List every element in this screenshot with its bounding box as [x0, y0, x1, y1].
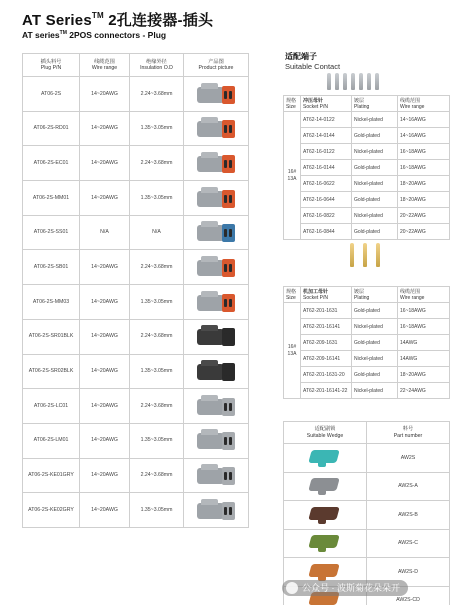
- size-cell: 16# 13A: [284, 303, 301, 399]
- wedge-image: [308, 503, 342, 525]
- machined-contacts-image: [350, 243, 384, 269]
- watermark-text: 公众号 · 波斯菊花朵朵开: [302, 583, 400, 593]
- plating: Nickel-plated: [352, 351, 398, 367]
- insulation-od: 1.35~3.05mm: [130, 111, 184, 146]
- machined-contact-table: [283, 286, 450, 399]
- plating: Nickel-plated: [352, 112, 398, 128]
- connector-plug-image: [195, 426, 237, 452]
- plating: Gold-plated: [352, 224, 398, 240]
- plating: Nickel-plated: [352, 383, 398, 399]
- trademark: TM: [91, 11, 104, 20]
- socket-pn: AT62-16-0644: [301, 192, 352, 208]
- table-row: [23, 181, 249, 216]
- header-insulation-od: 绝缘外径 Insulation O.D: [130, 54, 184, 77]
- table-row: [284, 367, 450, 383]
- wechat-icon: [286, 582, 298, 594]
- wire-range: N/A: [80, 215, 130, 250]
- wire-range: 16~18AWG: [398, 160, 450, 176]
- wire-range: 14AWG: [398, 351, 450, 367]
- insulation-od: N/A: [130, 215, 184, 250]
- plating: Nickel-plated: [352, 208, 398, 224]
- header-wire-range: 线缆范围 Wire range: [80, 54, 130, 77]
- product-picture: [184, 423, 249, 458]
- table-row: [23, 389, 249, 424]
- table-row: [23, 215, 249, 250]
- table-row: [284, 319, 450, 335]
- connector-plug-image: [195, 392, 237, 418]
- wedge-image-cell: [284, 444, 367, 473]
- page-subtitle: AT series™ 2POS connectors - Plug: [22, 30, 167, 40]
- insulation-od: 2.24~3.68mm: [130, 77, 184, 112]
- table-row: [284, 335, 450, 351]
- wire-range: 16~18AWG: [398, 144, 450, 160]
- plating: Nickel-plated: [352, 144, 398, 160]
- wire-range: 14~16AWG: [398, 112, 450, 128]
- stamped-contact-table: [283, 95, 450, 240]
- wire-range: 14~20AWG: [80, 146, 130, 181]
- header-socket-pn: 机加工母针 Socket P/N: [301, 287, 352, 303]
- product-picture: [184, 319, 249, 354]
- wedge-part-number: AW2S-B: [367, 501, 450, 530]
- wedge-image-cell: [284, 501, 367, 530]
- table-row: [284, 501, 450, 530]
- wire-range: 14~20AWG: [80, 493, 130, 528]
- table-row: [284, 444, 450, 473]
- insulation-od: 1.35~3.05mm: [130, 354, 184, 389]
- connector-plug-image: [195, 114, 237, 140]
- wire-range: 18~20AWG: [398, 367, 450, 383]
- plug-pn: AT06-2S-KE02GRY: [23, 493, 80, 528]
- wire-range: 16~18AWG: [398, 303, 450, 319]
- plug-pn: AT06-2S-MM01: [23, 181, 80, 216]
- header-socket-pn: 冲压母针 Socket P/N: [301, 96, 352, 112]
- header-size: 规格 Size: [284, 96, 301, 112]
- plating: Gold-plated: [352, 335, 398, 351]
- table-row: [23, 354, 249, 389]
- socket-pn: AT62-201-1631-20: [301, 367, 352, 383]
- header-plug-pn: 插头料号 Plug P/N: [23, 54, 80, 77]
- plating: Gold-plated: [352, 367, 398, 383]
- product-picture: [184, 250, 249, 285]
- wire-range: 18~20AWG: [398, 192, 450, 208]
- header-suitable-wedge: 适配副锁 Suitable Wedge: [284, 422, 367, 444]
- wire-range: 14~20AWG: [80, 77, 130, 112]
- header-size: 规格 Size: [284, 287, 301, 303]
- table-row: [284, 472, 450, 501]
- wire-range: 14~20AWG: [80, 354, 130, 389]
- connector-plug-image: [195, 288, 237, 314]
- table-row: [23, 493, 249, 528]
- socket-pn: AT62-201-16141: [301, 319, 352, 335]
- plug-pn: AT06-2S-LC01: [23, 389, 80, 424]
- wire-range: 18~20AWG: [398, 176, 450, 192]
- size-cell: 16# 13A: [284, 112, 301, 240]
- table-row: [23, 77, 249, 112]
- table-row: [284, 160, 450, 176]
- connector-plug-image: [195, 357, 237, 383]
- socket-pn: AT62-201-16141-22: [301, 383, 352, 399]
- wedge-table: [283, 421, 450, 605]
- product-picture: [184, 354, 249, 389]
- wire-range: 14AWG: [398, 335, 450, 351]
- insulation-od: 2.24~3.68mm: [130, 389, 184, 424]
- contact-title-cn: 适配端子: [285, 52, 317, 61]
- header-plating: 镀层 Plating: [352, 96, 398, 112]
- table-row: [284, 208, 450, 224]
- socket-pn: AT62-201-1631: [301, 303, 352, 319]
- wire-range: 14~20AWG: [80, 285, 130, 320]
- wire-range: 14~20AWG: [80, 389, 130, 424]
- product-picture: [184, 215, 249, 250]
- product-picture: [184, 146, 249, 181]
- socket-pn: AT62-14-0122: [301, 112, 352, 128]
- wire-range: 22~24AWG: [398, 383, 450, 399]
- page-title-cn: 2孔连接器-插头: [108, 12, 214, 29]
- wedge-image: [308, 531, 342, 553]
- contact-title-en: Suitable Contact: [285, 62, 341, 71]
- product-picture: [184, 181, 249, 216]
- socket-pn: AT62-209-1631: [301, 335, 352, 351]
- connector-plug-image: [195, 322, 237, 348]
- plating: Nickel-plated: [352, 176, 398, 192]
- table-row: [284, 529, 450, 558]
- wedge-image: [308, 446, 342, 468]
- header-product-picture: 产品图 Product picture: [184, 54, 249, 77]
- wire-range: 20~22AWG: [398, 208, 450, 224]
- socket-pn: AT62-16-0144: [301, 160, 352, 176]
- table-row: [284, 303, 450, 319]
- table-row: [284, 112, 450, 128]
- wire-range: 20~22AWG: [398, 224, 450, 240]
- socket-pn: AT62-16-0822: [301, 208, 352, 224]
- plating: Gold-plated: [352, 192, 398, 208]
- table-row: [284, 128, 450, 144]
- table-row: [23, 458, 249, 493]
- wire-range: 14~20AWG: [80, 250, 130, 285]
- table-row: [284, 176, 450, 192]
- socket-pn: AT62-16-0622: [301, 176, 352, 192]
- insulation-od: 2.24~3.68mm: [130, 458, 184, 493]
- page-title: [22, 9, 213, 30]
- socket-pn: AT62-209-16141: [301, 351, 352, 367]
- wire-range: 14~20AWG: [80, 111, 130, 146]
- connector-plug-image: [195, 149, 237, 175]
- product-picture: [184, 389, 249, 424]
- wire-range: 14~20AWG: [80, 181, 130, 216]
- connector-plug-image: [195, 496, 237, 522]
- header-plating: 镀层 Plating: [352, 287, 398, 303]
- header-wire-range: 线缆范围 Wire range: [398, 96, 450, 112]
- wire-range: 14~16AWG: [398, 128, 450, 144]
- table-row: [284, 192, 450, 208]
- wedge-image-cell: [284, 529, 367, 558]
- wedge-part-number: AW2S: [367, 444, 450, 473]
- connector-plug-image: [195, 184, 237, 210]
- wedge-part-number: AW2S-CD: [367, 586, 450, 605]
- plug-pn: AT06-2S: [23, 77, 80, 112]
- insulation-od: 2.24~3.68mm: [130, 250, 184, 285]
- connector-plug-image: [195, 253, 237, 279]
- plating: Gold-plated: [352, 128, 398, 144]
- connector-plug-image: [195, 461, 237, 487]
- plug-pn: AT06-2S-SB01: [23, 250, 80, 285]
- connector-plug-image: [195, 218, 237, 244]
- insulation-od: 1.35~3.05mm: [130, 181, 184, 216]
- plug-pn: AT06-2S-LM01: [23, 423, 80, 458]
- wedge-part-number: AW2S-C: [367, 529, 450, 558]
- insulation-od: 1.35~3.05mm: [130, 493, 184, 528]
- plug-pn: AT06-2S-KE01GRY: [23, 458, 80, 493]
- stamped-contacts-image: [327, 73, 383, 93]
- table-row: [23, 146, 249, 181]
- plug-table: [22, 53, 249, 528]
- plug-pn: AT06-2S-RD01: [23, 111, 80, 146]
- insulation-od: 1.35~3.05mm: [130, 285, 184, 320]
- table-row: [284, 224, 450, 240]
- product-picture: [184, 77, 249, 112]
- wedge-image: [308, 474, 342, 496]
- plug-pn: AT06-2S-SR02BLK: [23, 354, 80, 389]
- table-row: [284, 383, 450, 399]
- connector-plug-image: [195, 80, 237, 106]
- plug-pn: AT06-2S-SR01BLK: [23, 319, 80, 354]
- plating: Nickel-plated: [352, 319, 398, 335]
- wire-range: 16~18AWG: [398, 319, 450, 335]
- plating: Gold-plated: [352, 160, 398, 176]
- socket-pn: AT62-14-0144: [301, 128, 352, 144]
- insulation-od: 2.24~3.68mm: [130, 146, 184, 181]
- plug-pn: AT06-2S-EC01: [23, 146, 80, 181]
- product-picture: [184, 111, 249, 146]
- table-row: [23, 319, 249, 354]
- table-row: [23, 111, 249, 146]
- table-row: [284, 351, 450, 367]
- wire-range: 14~20AWG: [80, 319, 130, 354]
- product-picture: [184, 458, 249, 493]
- series-name: AT Series: [22, 12, 92, 29]
- wedge-image-cell: [284, 472, 367, 501]
- wedge-part-number: AW2S-A: [367, 472, 450, 501]
- product-picture: [184, 285, 249, 320]
- table-row: [23, 285, 249, 320]
- insulation-od: 2.24~3.68mm: [130, 319, 184, 354]
- socket-pn: AT62-16-0122: [301, 144, 352, 160]
- product-picture: [184, 493, 249, 528]
- plating: Gold-plated: [352, 303, 398, 319]
- table-row: [23, 250, 249, 285]
- wire-range: 14~20AWG: [80, 458, 130, 493]
- table-row: [23, 423, 249, 458]
- table-row: [284, 144, 450, 160]
- socket-pn: AT62-16-0844: [301, 224, 352, 240]
- wire-range: 14~20AWG: [80, 423, 130, 458]
- header-wire-range: 线缆范围 Wire range: [398, 287, 450, 303]
- wedge-part-number: AW2S-D: [367, 558, 450, 587]
- plug-pn: AT06-2S-SS01: [23, 215, 80, 250]
- header-part-number: 料号 Part number: [367, 422, 450, 444]
- wedge-image: [308, 560, 342, 582]
- insulation-od: 1.35~3.05mm: [130, 423, 184, 458]
- watermark: [282, 580, 408, 596]
- plug-pn: AT06-2S-MM03: [23, 285, 80, 320]
